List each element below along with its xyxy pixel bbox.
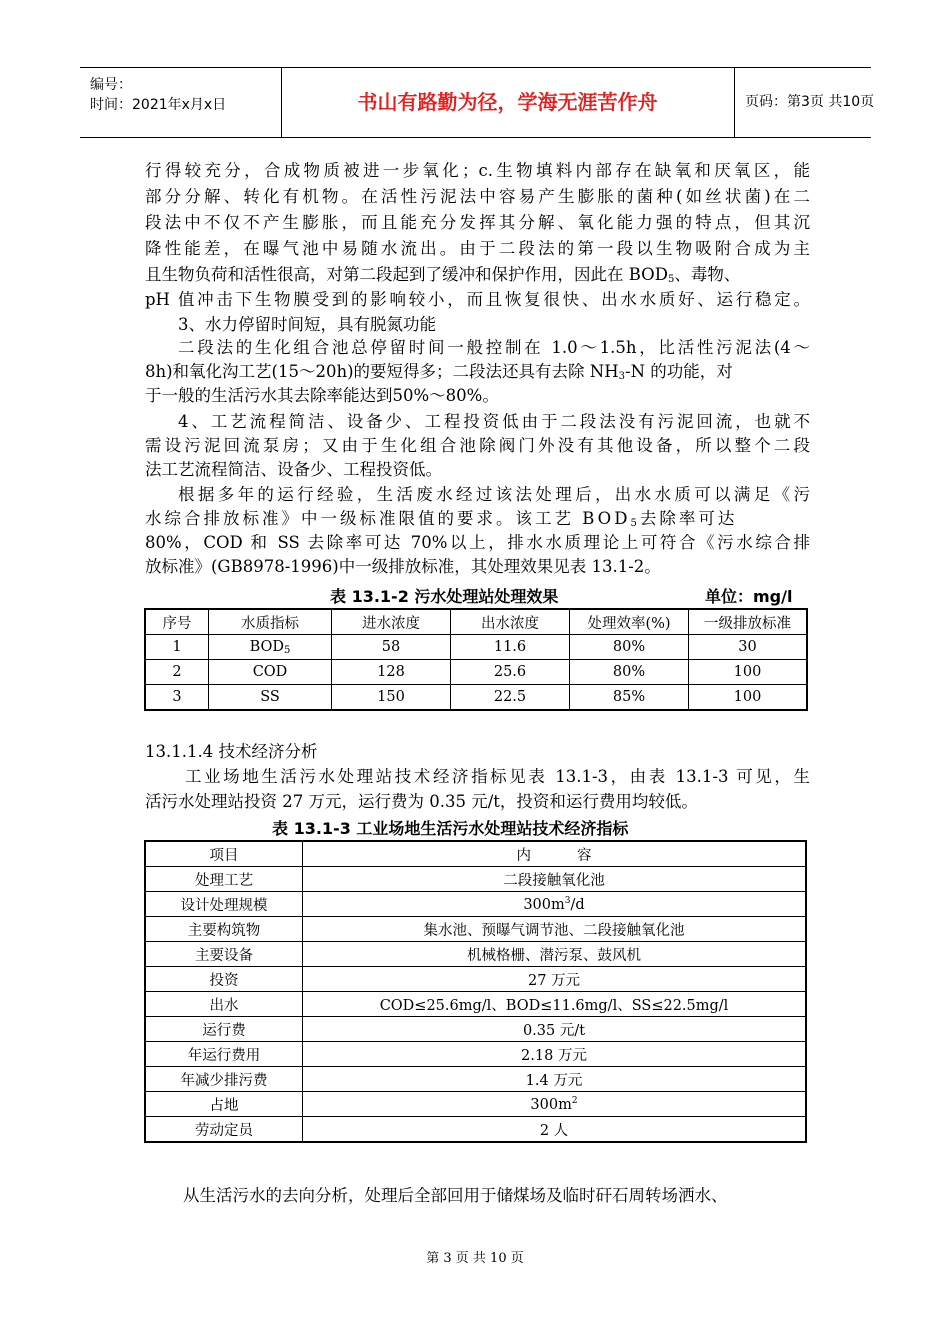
table1-caption: 表 13.1-2 污水处理站处理效果 bbox=[330, 587, 559, 606]
text-line: 部分分解、转化有机物。在活性污泥法中容易产生膨胀的菌种(如丝状菌)在二 bbox=[145, 187, 810, 206]
header-meta bbox=[80, 68, 282, 137]
table-header-cell: 进水浓度 bbox=[332, 609, 451, 635]
text-line: pH 值冲击下生物膜受到的影响较小，而且恢复很快、出水水质好、运行稳定。 bbox=[145, 290, 810, 309]
table-header-row bbox=[145, 609, 807, 635]
header-number: 编号： bbox=[90, 77, 132, 93]
table-row bbox=[145, 1092, 806, 1117]
text-line: 二段法的生化组合池总停留时间一般控制在 1.0～1.5h，比活性污泥法(4～ bbox=[178, 338, 810, 357]
table2-caption: 表 13.1-3 工业场地生活污水处理站技术经济指标 bbox=[272, 819, 629, 838]
table-cell: 11.6 bbox=[451, 635, 570, 660]
text-line: 段法中不仅不产生膨胀，而且能充分发挥其分解、氧化能力强的特点，但其沉 bbox=[145, 213, 810, 232]
table-header-cell: 出水浓度 bbox=[451, 609, 570, 635]
table-cell: 0.35 元/t bbox=[303, 1017, 807, 1042]
table-tech-economic bbox=[144, 840, 807, 1143]
table-cell: 机械格栅、潜污泵、鼓风机 bbox=[303, 942, 807, 967]
table-row bbox=[145, 967, 806, 992]
table-row bbox=[145, 1017, 806, 1042]
text-line: 放标准》(GB8978-1996)中一级排放标准，其处理效果见表 13.1-2。 bbox=[145, 557, 661, 576]
table-header-cell: 水质指标 bbox=[209, 609, 332, 635]
table-cell: 150 bbox=[332, 685, 451, 711]
text-line: 4、工艺流程简洁、设备少、工程投资低由于二段法没有污泥回流，也就不 bbox=[178, 412, 810, 431]
table-header-row bbox=[145, 841, 806, 867]
table-cell: SS bbox=[209, 685, 332, 711]
text-line: 从生活污水的去向分析，处理后全部回用于储煤场及临时矸石周转场洒水、 bbox=[183, 1186, 728, 1205]
table-cell: 集水池、预曝气调节池、二段接触氧化池 bbox=[303, 917, 807, 942]
table-cell: 128 bbox=[332, 660, 451, 685]
table-header-cell: 项目 bbox=[145, 841, 303, 867]
text-line: 3、水力停留时间短，具有脱氮功能 bbox=[178, 315, 436, 334]
table-cell: 出水 bbox=[145, 992, 303, 1017]
table-row bbox=[145, 1042, 806, 1067]
table-header-cell: 内 容 bbox=[303, 841, 807, 867]
table-cell: 主要设备 bbox=[145, 942, 303, 967]
header-motto: 书山有路勤为径，学海无涯苦作舟 bbox=[281, 68, 735, 137]
table-cell: 100 bbox=[689, 685, 808, 711]
table-cell: 1.4 万元 bbox=[303, 1067, 807, 1092]
table-cell: COD≤25.6mg/l、BOD≤11.6mg/l、SS≤22.5mg/l bbox=[303, 992, 807, 1017]
text-line: 8h)和氧化沟工艺(15～20h)的要短得多；二段法还具有去除 $NH_3-N$ 的功能，对 bbox=[145, 362, 733, 382]
table-cell: 27 万元 bbox=[303, 967, 807, 992]
table-cell: 投资 bbox=[145, 967, 303, 992]
text-line: 80%，COD 和 SS 去除率可达 70%以上，排水水质理论上可符合《污水综合排 bbox=[145, 533, 810, 552]
table-row bbox=[145, 635, 807, 660]
table-cell: 二段接触氧化池 bbox=[303, 867, 807, 892]
text-line: 行得较充分，合成物质被进一步氧化；c.生物填料内部存在缺氧和厌氧区，能 bbox=[145, 161, 810, 180]
table-row bbox=[145, 992, 806, 1017]
text-line: 法工艺流程简洁、设备少、工程投资低。 bbox=[145, 460, 442, 479]
table-header-cell: 序号 bbox=[145, 609, 209, 635]
table-cell: 80% bbox=[570, 635, 689, 660]
table1-unit: 单位：mg/l bbox=[705, 587, 793, 606]
table-cell: 2.18 万元 bbox=[303, 1042, 807, 1067]
table-cell: $BOD_5$ bbox=[209, 635, 332, 660]
table-cell: 25.6 bbox=[451, 660, 570, 685]
page-header bbox=[80, 67, 875, 138]
text-line: 于一般的生活污水其去除率能达到50%～80%。 bbox=[145, 386, 499, 405]
table-row bbox=[145, 917, 806, 942]
header-page: 页码：第3页 共10页 bbox=[745, 94, 875, 110]
text-line: 且生物负荷和活性很高，对第二段起到了缓冲和保护作用，因此在 $BOD_5$、毒物、 bbox=[145, 265, 741, 285]
table-cell: 2 bbox=[145, 660, 209, 685]
table-cell: 运行费 bbox=[145, 1017, 303, 1042]
table-cell: COD bbox=[209, 660, 332, 685]
table-cell: 22.5 bbox=[451, 685, 570, 711]
table-cell: 年减少排污费 bbox=[145, 1067, 303, 1092]
table-cell: 主要构筑物 bbox=[145, 917, 303, 942]
text-line: 需设污泥回流泵房；又由于生化组合池除阀门外没有其他设备，所以整个二段 bbox=[145, 436, 810, 455]
page-footer: 第 3 页 共 10 页 bbox=[426, 1251, 524, 1266]
table-cell: 100 bbox=[689, 660, 808, 685]
table-row bbox=[145, 867, 806, 892]
table-cell: 设计处理规模 bbox=[145, 892, 303, 917]
text-line: 水综合排放标准》中一级标准限值的要求。该工艺 $BOD_5$去除率可达 bbox=[145, 509, 738, 529]
table-header-cell: 处理效率(%) bbox=[570, 609, 689, 635]
table-cell: 85% bbox=[570, 685, 689, 711]
table-cell: 年运行费用 bbox=[145, 1042, 303, 1067]
header-time: 时间：2021年x月x日 bbox=[90, 97, 227, 113]
table-treatment-effect bbox=[144, 608, 808, 711]
table-cell: 占地 bbox=[145, 1092, 303, 1117]
table-header-cell: 一级排放标准 bbox=[689, 609, 808, 635]
text-line: 根据多年的运行经验，生活废水经过该法处理后，出水水质可以满足《污 bbox=[178, 485, 810, 504]
text-line: 降性能差，在曝气池中易随水流出。由于二段法的第一段以生物吸附合成为主 bbox=[145, 239, 810, 258]
table-cell: $300m^2$ bbox=[303, 1092, 807, 1117]
table-row bbox=[145, 685, 807, 711]
table-cell: 1 bbox=[145, 635, 209, 660]
table-cell: 处理工艺 bbox=[145, 867, 303, 892]
table-cell: 58 bbox=[332, 635, 451, 660]
table-cell: 3 bbox=[145, 685, 209, 711]
table-cell: $300m^3/d$ bbox=[303, 892, 807, 917]
table-row bbox=[145, 1117, 806, 1143]
table-cell: 2 人 bbox=[303, 1117, 807, 1143]
table-row bbox=[145, 892, 806, 917]
text-line: 活污水处理站投资 27 万元，运行费为 0.35 元/t，投资和运行费用均较低。 bbox=[145, 792, 698, 811]
table-row bbox=[145, 1067, 806, 1092]
table-row bbox=[145, 942, 806, 967]
table-cell: 80% bbox=[570, 660, 689, 685]
table-cell: 劳动定员 bbox=[145, 1117, 303, 1143]
table-cell: 30 bbox=[689, 635, 808, 660]
text-line: 工业场地生活污水处理站技术经济指标见表 13.1-3，由表 13.1-3 可见，生 bbox=[185, 767, 810, 786]
table-row bbox=[145, 660, 807, 685]
section-heading: 13.1.1.4 技术经济分析 bbox=[145, 742, 318, 761]
